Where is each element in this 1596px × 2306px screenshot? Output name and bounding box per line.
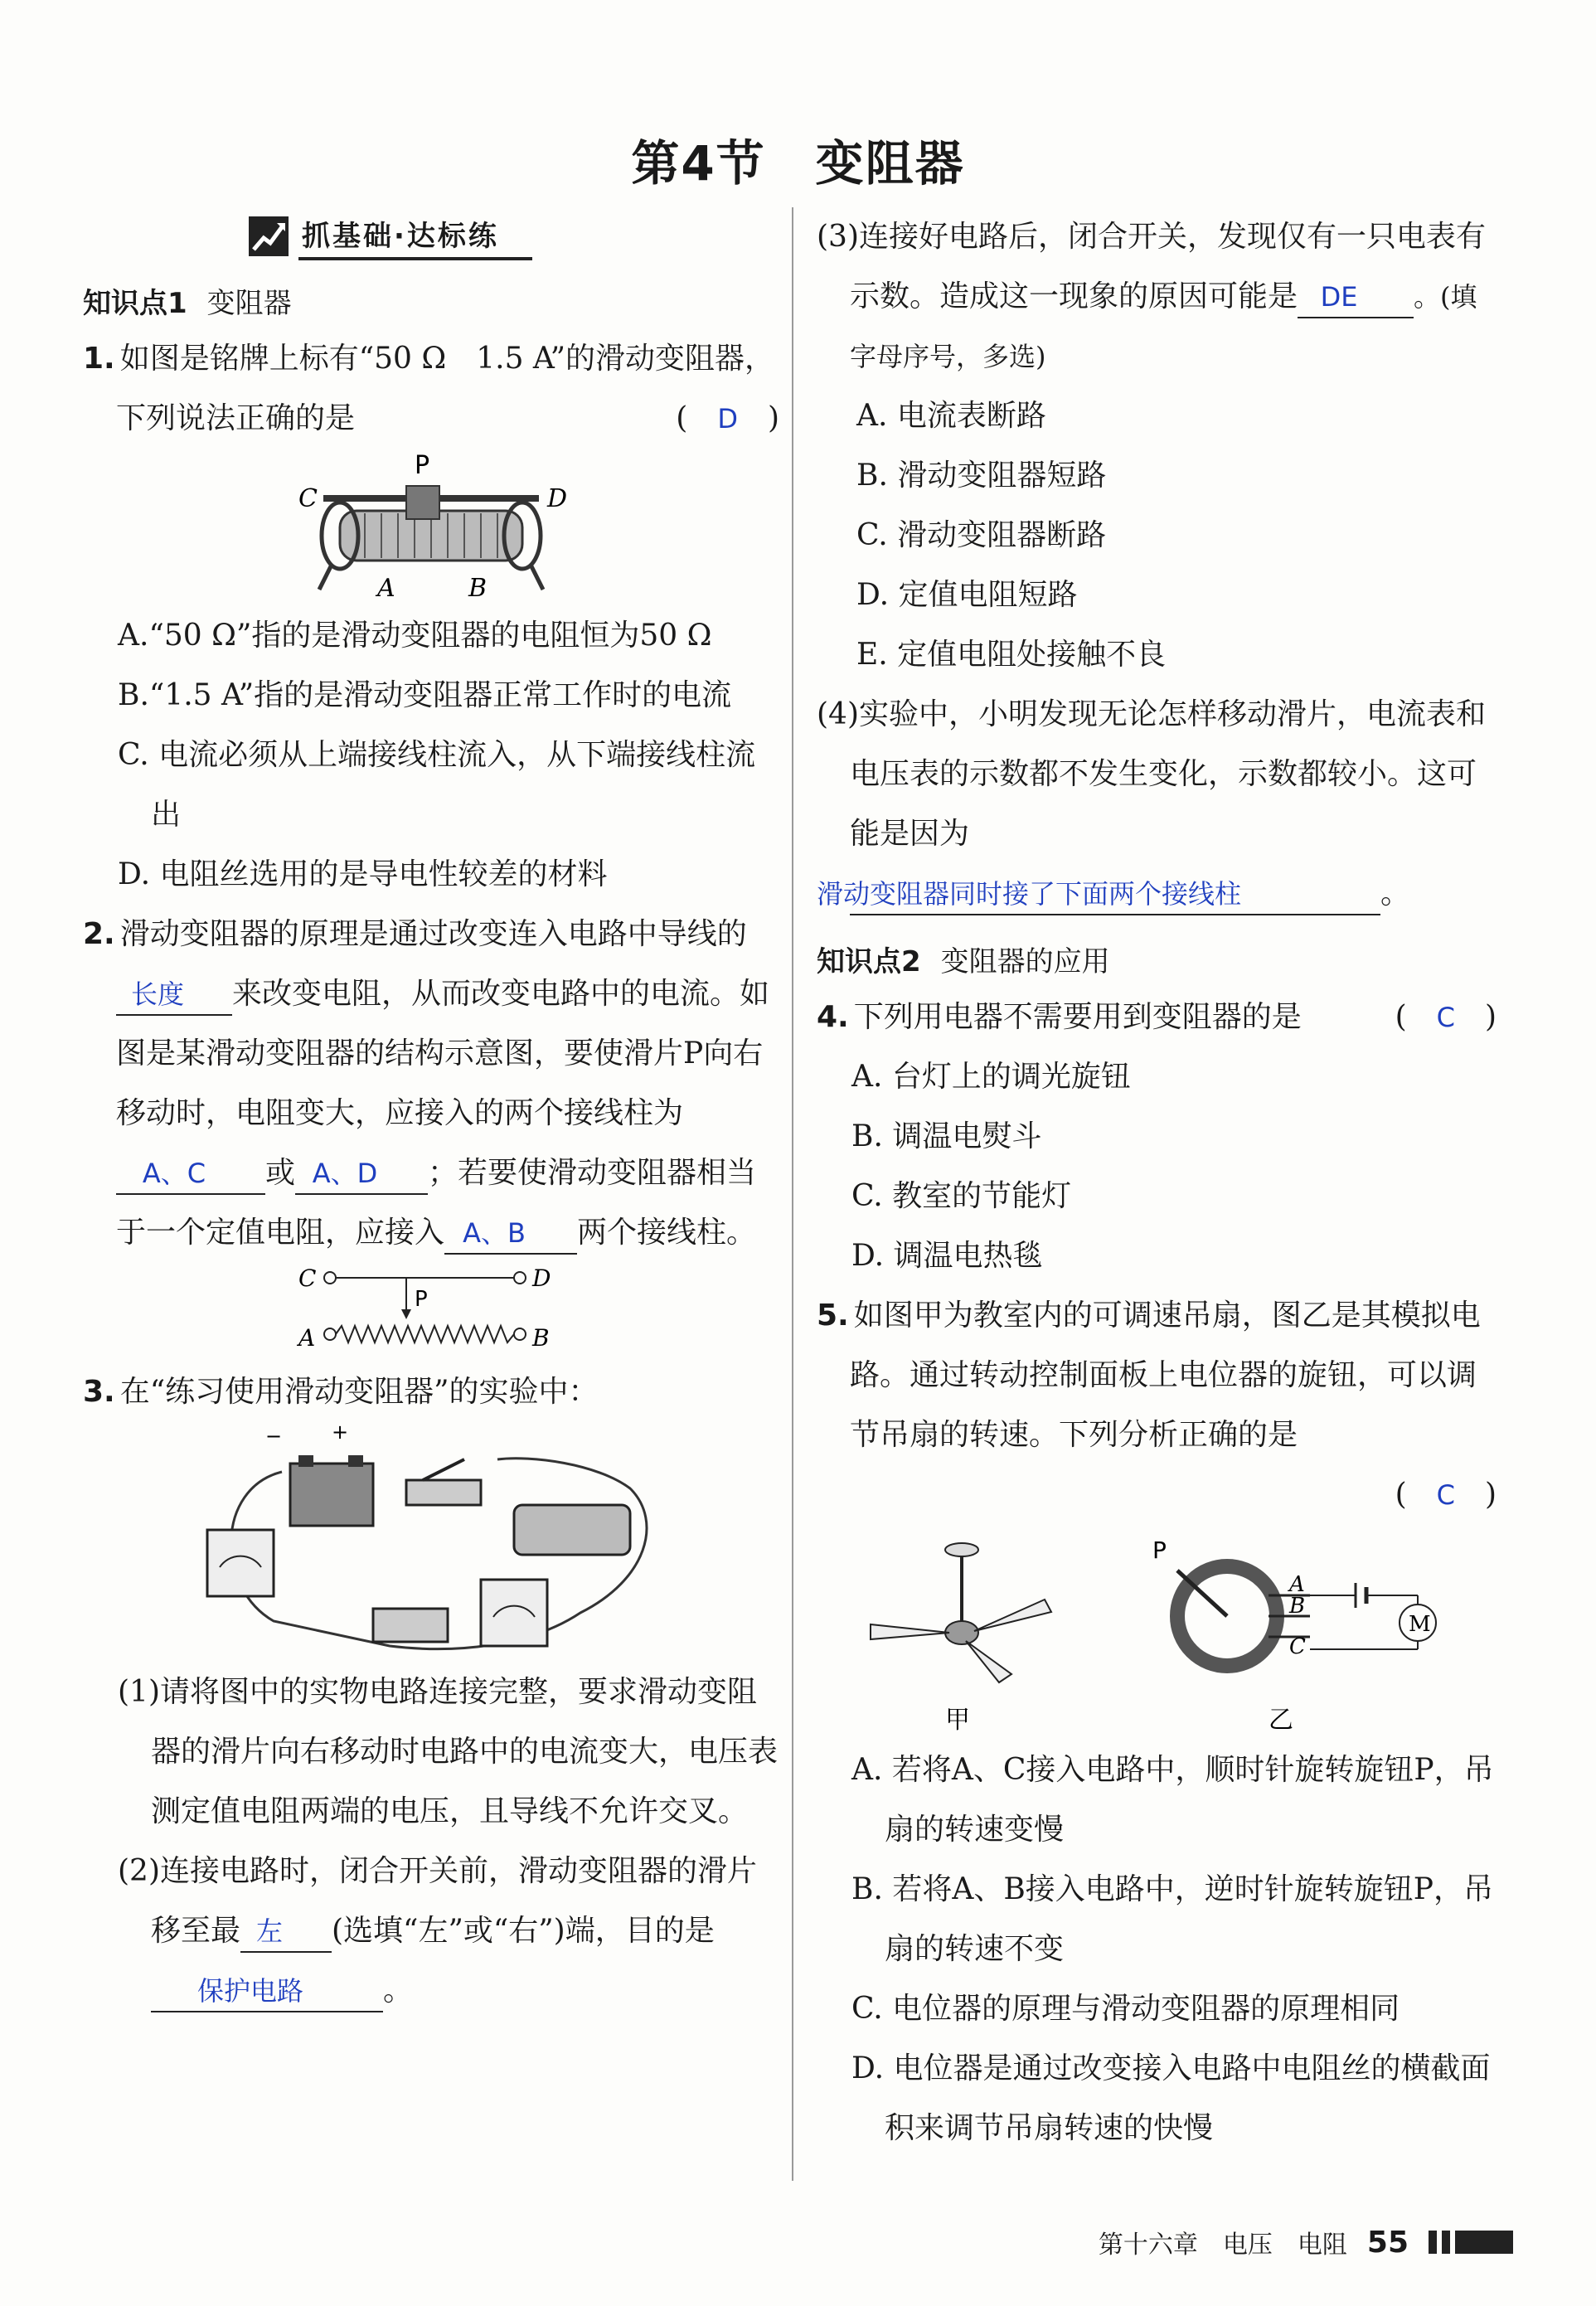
q3-sub-4-text-a: (4)实验中，小明发现无论怎样移动滑片，电流表和电压表的示数都不发生变化，示数都较小。这可能是因为 [817,697,1486,851]
footer-bars-decoration [1429,2231,1513,2254]
banner-text: 抓基础·达标练 [298,213,532,260]
fig1-label-b: B [468,574,488,603]
q2-text-3: 或 [265,1156,296,1190]
q3-number: 3. [83,1375,115,1409]
q4-option-c: C. 教室的节能灯 [851,1179,1072,1213]
fig-yi-label: 乙 [1269,1706,1293,1735]
q3-sub-2-text-c: 。 [383,1973,414,2007]
q3-sub-3 [817,207,1497,386]
q5-answer: C [1436,1479,1455,1511]
fig2-label-p: P [415,1287,428,1312]
q2-answer-1: 长度 [116,974,232,1016]
q2-answer-4: A、B [444,1213,577,1255]
chart-up-icon [249,216,289,256]
q2-answer-2: A、C [116,1153,265,1195]
fig1-label-a: A [377,574,395,603]
column-divider [792,207,793,2181]
fig5-label-p: P [1152,1537,1167,1564]
q3-sub-3-option-d: D. 定值电阻短路 [856,578,1078,612]
q5-option-b: B. 若将A、B接入电路中，逆时针旋转旋钮P，吊扇的转速不变 [851,1872,1494,1966]
fig1-label-p: P [415,451,430,480]
q3-sub-4-answer: 滑动变阻器同时接了下面两个接线柱 [850,874,1380,915]
battery-minus: − [265,1425,283,1448]
q2-answer-3: A、D [295,1153,428,1195]
section-banner [249,207,779,265]
q3-sub-2-text-b: (选填“左”或“右”)端，目的是 [332,1914,715,1948]
question-1 [83,329,779,449]
q5-number: 5. [817,1299,849,1333]
fig1-label-d: D [547,484,568,513]
q4-option-a: A. 台灯上的调光旋钮 [851,1060,1131,1094]
fig5-label-c: C [1289,1634,1306,1659]
q4-option-b: B. 调温电熨斗 [851,1119,1042,1153]
fig-jia-label: 甲 [945,1706,970,1735]
q1-option-b: B.“1.5 A”指的是滑动变阻器正常工作时的电流 [118,678,732,712]
chapter-title: 第十六章 电压 电阻 [1098,2231,1347,2260]
knowledge-point-2 [817,939,1497,979]
q3-sub-4-text-b: 。 [1380,876,1411,910]
q3-sub-2-answer-1: 左 [240,1911,332,1953]
q4-option-d: D. 调温电热毯 [851,1239,1043,1273]
q3-sub-1: (1)请将图中的实物电路连接完整，要求滑动变阻器的滑片向右移动时电路中的电流变大，电压表测定值电阻两端的电压，且导线不允许交叉。 [118,1675,779,1828]
q3-sub-3-option-e: E. 定值电阻处接触不良 [856,638,1167,672]
fig5-label-a: A [1289,1572,1305,1597]
q2-text-1: 滑动变阻器的原理是通过改变连入电路中导线的 [119,917,747,951]
q2-number: 2. [83,917,115,951]
fig2-label-b: B [532,1324,550,1352]
q3-sub-3-text-a: (3)连接好电路后，闭合开关，发现仅有一只电表有示数。造成这一现象的原因可能是 [817,220,1486,313]
question-5 [817,1286,1497,1465]
ceiling-fan-figure [854,1533,1070,1740]
question-2 [83,905,779,1263]
q1-text: 如图是铭牌上标有“50 Ω 1.5 A”的滑动变阻器，下列说法正确的是 [116,342,775,435]
q3-sub-3-option-a: A. 电流表断路 [856,399,1046,433]
q4-answer: C [1436,1002,1455,1033]
kp1-label: 知识点1 [83,287,187,320]
q5-figures [817,1533,1497,1740]
rheostat-figure [290,449,572,606]
knowledge-point-1 [83,280,779,321]
question-4 [817,988,1497,1047]
left-column [83,207,779,2021]
q3-sub-3-answer: DE [1298,277,1414,318]
fig2-label-a: A [298,1324,316,1352]
q4-answer-paren: ( C ) [1395,1000,1497,1034]
page-title: 第4节 变阻器 [631,135,965,192]
motor-label: M [1409,1612,1431,1637]
page-footer [1099,2224,1513,2260]
q1-answer: D [717,403,738,434]
q2-text-2: 来改变电阻，从而改变电路中的电流。如图是某滑动变阻器的结构示意图，要使滑片P向右移动时，电阻变大，应接入的两个接线柱为 [116,977,770,1130]
potentiometer-circuit-figure [1144,1533,1459,1740]
q3-sub-2 [83,1842,779,2021]
q3-text: 在“练习使用滑动变阻器”的实验中： [119,1375,599,1409]
q1-option-d: D. 电阻丝选用的是导电性较差的材料 [118,857,608,891]
q3-sub-3-option-b: B. 滑动变阻器短路 [856,459,1107,493]
q3-sub-4 [817,685,1497,924]
q4-number: 4. [817,1000,849,1034]
fig2-label-c: C [298,1265,317,1292]
q3-sub-3-option-c: C. 滑动变阻器断路 [856,518,1107,552]
q5-option-a: A. 若将A、C接入电路中，顺时针旋转旋钮P，吊扇的转速变慢 [851,1753,1494,1847]
q1-option-c: C. 电流必须从上端接线柱流入，从下端接线柱流出 [118,738,756,832]
q5-answer-paren: ( C ) [1395,1478,1497,1512]
q3-sub-3-text-b: 。(填字母序号，多选) [850,281,1477,372]
q5-text: 如图甲为教室内的可调速吊扇，图乙是其模拟电路。通过转动控制面板上电位器的旋钮，可以调节吊扇的转速。下列分析正确的是 [850,1299,1481,1452]
q2-text-5: 两个接线柱。 [577,1216,757,1250]
question-3 [83,1362,779,1422]
q1-number: 1. [83,342,115,376]
q1-answer-paren: ( D ) [676,401,779,435]
fig5-label-b: B [1289,1594,1306,1619]
q2-text-4: ；若要使滑动变阻器相当于一个定值电阻，应接入 [116,1156,757,1250]
fig1-label-c: C [298,484,318,513]
q3-sub-2-answer-2: 保护电路 [151,1971,383,2012]
q4-text: 下列用电器不需要用到变阻器的是 [853,1000,1302,1034]
kp2-label: 知识点2 [817,945,921,978]
kp1-name: 变阻器 [206,287,292,320]
right-column [817,207,1497,2158]
q3-sub-2-text-a: (2)连接电路时，闭合开关前，滑动变阻器的滑片移至最 [118,1854,757,1948]
kp2-name: 变阻器的应用 [940,945,1110,978]
rheostat-schematic [290,1263,572,1354]
q5-option-d: D. 电位器是通过改变接入电路中电阻丝的横截面积来调节吊扇转速的快慢 [851,2051,1491,2145]
fig2-label-d: D [532,1265,551,1292]
page-number: 55 [1366,2225,1409,2260]
q5-option-c: C. 电位器的原理与滑动变阻器的原理相同 [851,1992,1400,2026]
battery-plus: + [332,1422,349,1444]
q1-option-a: A.“50 Ω”指的是滑动变阻器的电阻恒为50 Ω [118,619,712,653]
circuit-figure [182,1422,680,1663]
